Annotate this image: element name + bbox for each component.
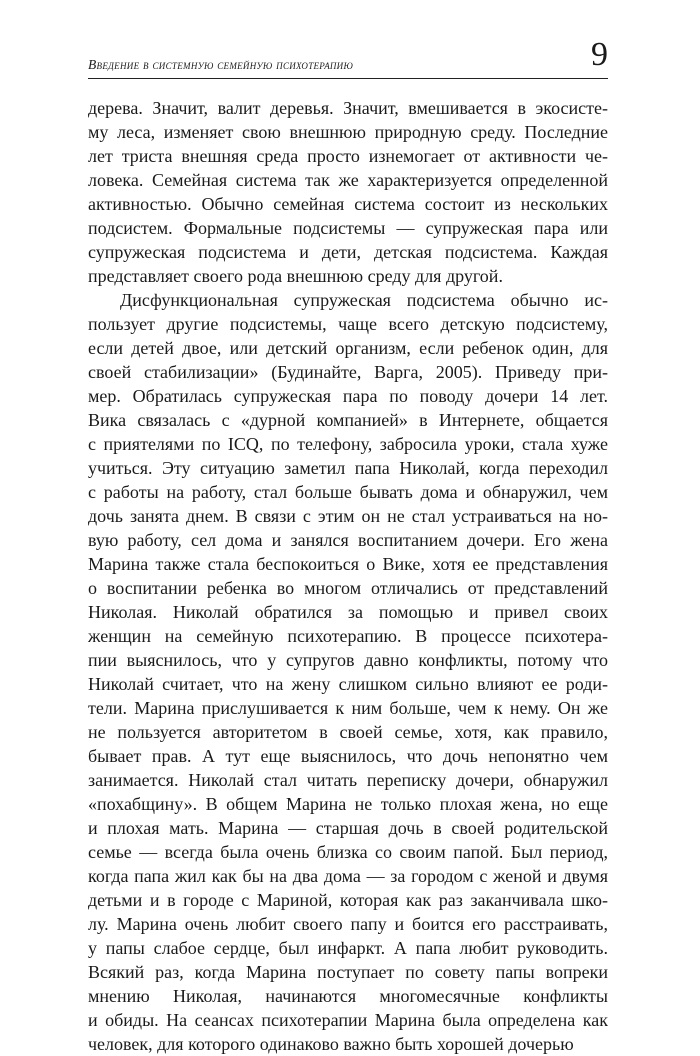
text-line: если детей двое, или детский организм, если ребенок один, для [88, 338, 608, 358]
text-line: вую работу, сел дома и занялся воспитанием дочери. Его жена [88, 530, 608, 550]
text-line: не пользуется авторитетом в своей семье, хотя, как правило, [88, 722, 608, 742]
text-line: активностью. Обычно семейная система состоит из нескольких [88, 194, 608, 214]
text-line: Всякий раз, когда Марина поступает по совету папы вопреки [88, 962, 608, 982]
text-line: представляет своего рода внешнюю среду для другой. [88, 266, 503, 286]
text-line: пии выяснилось, что у супругов давно конфликты, потому что [88, 650, 608, 670]
text-line: у папы слабое сердце, был инфаркт. А папа любит руководить. [88, 938, 608, 958]
text-line: бывает прав. А тут еще выяснилось, что дочь непонятно чем [88, 746, 608, 766]
text-line: супружеская подсистема и дети, детская подсистема. Каждая [88, 242, 608, 262]
text-line: ловека. Семейная система так же характеризуется определенной [88, 170, 608, 190]
text-line: мер. Обратилась супружеская пара по поводу дочери 14 лет. [88, 386, 608, 406]
text-line: учиться. Эту ситуацию заметил папа Николай, когда переходил [88, 458, 608, 478]
text-line: Вика связалась с «дурной компанией» в Интернете, общается [88, 410, 608, 430]
text-line: пользует другие подсистемы, чаще всего детскую подсистему, [88, 314, 608, 334]
text-line: Дисфункциональная супружеская подсистема обычно ис- [120, 290, 608, 310]
text-line: занимается. Николай стал читать переписку дочери, обнаружил [88, 770, 608, 790]
paragraph [88, 96, 608, 288]
text-line: мнению Николая, начинаются многомесячные конфликты [88, 986, 608, 1006]
text-line: своей стабилизации» (Будинайте, Варга, 2005). Приведу при- [88, 362, 608, 382]
text-line: женщин на семейную психотерапию. В процессе психотера- [88, 626, 608, 646]
running-head: Введение в системную семейную психотерапию [88, 57, 354, 72]
text-line: и плохая мать. Марина — старшая дочь в своей родительской [88, 818, 608, 838]
text-line: с приятелями по ICQ, по телефону, забросила уроки, стала хуже [88, 434, 608, 454]
text-line: и обиды. На сеансах психотерапии Марина была определена как [88, 1010, 608, 1030]
header-rule [88, 78, 608, 79]
text-line: Марина также стала беспокоиться о Вике, хотя ее представления [88, 554, 608, 574]
text-line: Николая. Николай обратился за помощью и привел своих [88, 602, 608, 622]
text-line: когда папа жил как бы на два дома — за городом с женой и двумя [88, 866, 608, 886]
text-line: тели. Марина прислушивается к ним больше, чем к нему. Он же [88, 698, 608, 718]
text-line: лет триста внешняя среда просто изнемогает от активности че- [88, 146, 608, 166]
paragraph [88, 288, 608, 1056]
text-line: семье — всегда была очень близка со своим папой. Был период, [88, 842, 608, 862]
text-line: человек, для которого одинаково важно быть хорошей дочерью [88, 1034, 574, 1054]
text-line: Николай считает, что на жену слишком сильно влияют ее роди- [88, 674, 608, 694]
text-line: «похабщину». В общем Марина не только плохая жена, но еще [88, 794, 608, 814]
text-line: му леса, изменяет свою внешнюю природную среду. Последние [88, 122, 608, 142]
text-line: о воспитании ребенка во многом отличались от представлений [88, 578, 608, 598]
text-line: с работы на работу, стал больше бывать дома и обнаружил, чем [88, 482, 608, 502]
text-line: лу. Марина очень любит своего папу и боится его расстраивать, [88, 914, 608, 934]
text-line: дочь занята днем. В связи с этим он не стал устраиваться на но- [88, 506, 608, 526]
text-line: подсистем. Формальные подсистемы — супружеская пара или [88, 218, 608, 238]
text-line: детьми и в городе с Мариной, которая как раз заканчивала шко- [88, 890, 608, 910]
body-text [88, 96, 608, 1056]
page-number: 9 [591, 36, 608, 73]
text-line: дерева. Значит, валит деревья. Значит, вмешивается в экосисте- [88, 98, 608, 118]
